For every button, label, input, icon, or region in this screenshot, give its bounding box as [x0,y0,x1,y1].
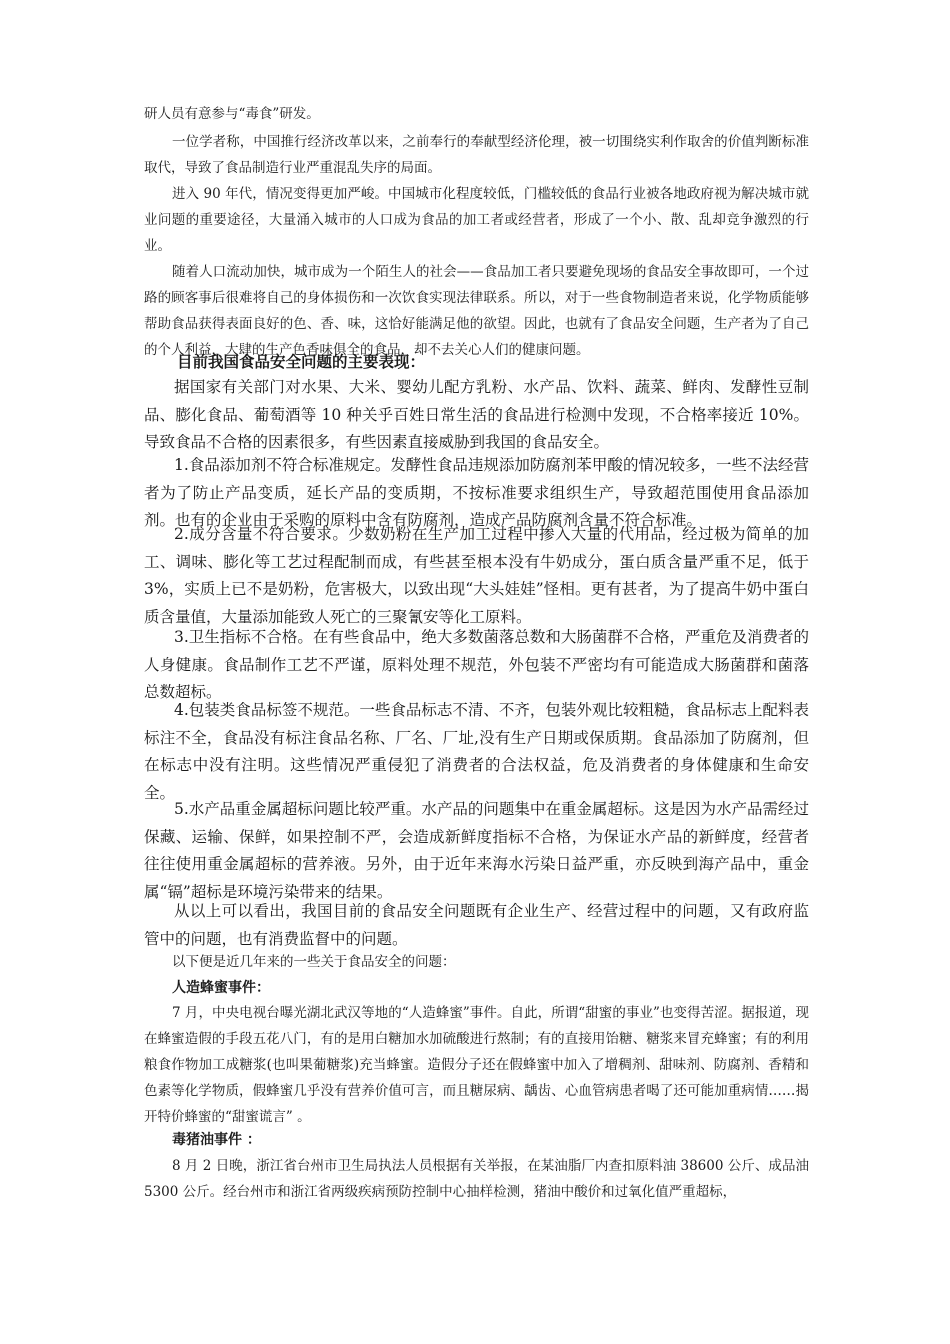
paragraph-stranger-society: 随着人口流动加快，城市成为一个陌生人的社会——食品加工者只要避免现场的食品安全事故即可，一个过路的顾客事后很难将自己的身体损伤和一次饮食实现法律联系。所以，对于一些食物制造者来说，化学物质能够帮助食品获得表面良好的色、香、味，这恰好能满足他的欲望。因此，也就有了食品安全问题，生产者为了自己的个人利益，大肆的生产色香味俱全的食品，却不去关心人们的健康问题。 [144,264,809,358]
paragraph-intro-fragment: 研人员有意参与“毒食”研发。 [144,106,320,122]
case-heading-toxic-lard: 毒猪油事件 ： [172,1132,261,1148]
list-item-hygiene: 3.卫生指标不合格。在有些食品中，绝大多数菌落总数和大肠菌群不合格，严重危及消费者的人身健康。食品制作工艺不严谨，原料处理不规范，外包装不严密均有可能造成大肠菌群和菌落总数超标。 [144,628,809,702]
section-heading-main-issues: 目前我国食品安全问题的主要表现： [177,353,426,371]
case-text-fake-honey: 7 月，中央电视台曝光湖北武汉等地的“人造蜂蜜”事件。自此，所谓“甜蜜的事业”也变得苦涩。据报道，现在蜂蜜造假的手段五花八门，有的是用白糖加水加硫酸进行熬制；有的直接用饴糖、糖浆来冒充蜂蜜；有的利用粮食作物加工成糖浆(也叫果葡糖浆)充当蜂蜜。造假分子还在假蜂蜜中加入了增稠剂、甜味剂、防腐剂、香精和色素等化学物质，假蜂蜜几乎没有营养价值可言，而且糖尿病、龋齿、心血管病患者喝了还可能加重病情……揭开特价蜂蜜的“甜蜜谎言” 。 [144,1005,809,1125]
paragraph-cases-intro: 以下便是近几年来的一些关于食品安全的问题： [172,954,456,970]
paragraph-1990s: 进入 90 年代，情况变得更加严峻。中国城市化程度较低，门槛较低的食品行业被各地政府视为解决城市就业问题的重要途径，大量涌入城市的人口成为食品的加工者或经营者，形成了一个小、散、乱却竞争激烈的行业。 [144,186,809,254]
paragraph-scholar-view: 一位学者称，中国推行经济改革以来，之前奉行的奉献型经济伦理，被一切围绕实利作取舍的价值判断标准取代，导致了食品制造行业严重混乱失序的局面。 [144,134,809,176]
paragraph-inspection-lead: 据国家有关部门对水果、大米、婴幼儿配方乳粉、水产品、饮料、蔬菜、鲜肉、发酵性豆制品、膨化食品、葡萄酒等 10 种关乎百姓日常生活的食品进行检测中发现，不合格率接近 10%。导致食品不合格的因素很多，有些因素直接威胁到我国的食品安全。 [144,378,809,452]
case-text-toxic-lard: 8 月 2 日晚，浙江省台州市卫生局执法人员根据有关举报，在某油脂厂内查扣原料油 38600 公斤、成品油 5300 公斤。经台州市和浙江省两级疾病预防控制中心抽样检测，猪油中酸价和过氧化值严重超标， [144,1158,809,1200]
paragraph-conclusion: 从以上可以看出，我国目前的食品安全问题既有企业生产、经营过程中的问题，又有政府监管中的问题，也有消费监督中的问题。 [144,902,809,948]
list-item-labeling: 4.包装类食品标签不规范。一些食品标志不清、不齐，包装外观比较粗糙，食品标志上配料表标注不全，食品没有标注食品名称、厂名、厂址,没有生产日期或保质期。食品添加了防腐剂，但在标志中没有注明。这些情况严重侵犯了消费者的合法权益，危及消费者的身体健康和生命安全。 [144,701,809,802]
case-heading-fake-honey: 人造蜂蜜事件： [172,980,270,996]
list-item-composition: 2.成分含量不符合要求。少数奶粉在生产加工过程中掺入大量的代用品，经过极为简单的加工、调味、膨化等工艺过程配制而成，有些甚至根本没有牛奶成分，蛋白质含量严重不足，低于 3%，实质上已不是奶粉，危害极大，以致出现“大头娃娃”怪相。更有甚者，为了提高牛奶中蛋白质含量值，大量添加能致人死亡的三聚氰安等化工原料。 [144,525,809,626]
list-item-additives: 1.食品添加剂不符合标准规定。发酵性食品违规添加防腐剂苯甲酸的情况较多，一些不法经营者为了防止产品变质，延长产品的变质期，不按标准要求组织生产，导致超范围使用食品添加剂。也有的企业由于采购的原料中含有防腐剂，造成产品防腐剂含量不符合标准。 [144,456,809,530]
list-item-heavy-metals: 5.水产品重金属超标问题比较严重。水产品的问题集中在重金属超标。这是因为水产品需经过保藏、运输、保鲜，如果控制不严，会造成新鲜度指标不合格，为保证水产品的新鲜度，经营者往往使用重金属超标的营养液。另外，由于近年来海水污染日益严重，亦反映到海产品中，重金属“镉”超标是环境污染带来的结果。 [144,800,809,901]
